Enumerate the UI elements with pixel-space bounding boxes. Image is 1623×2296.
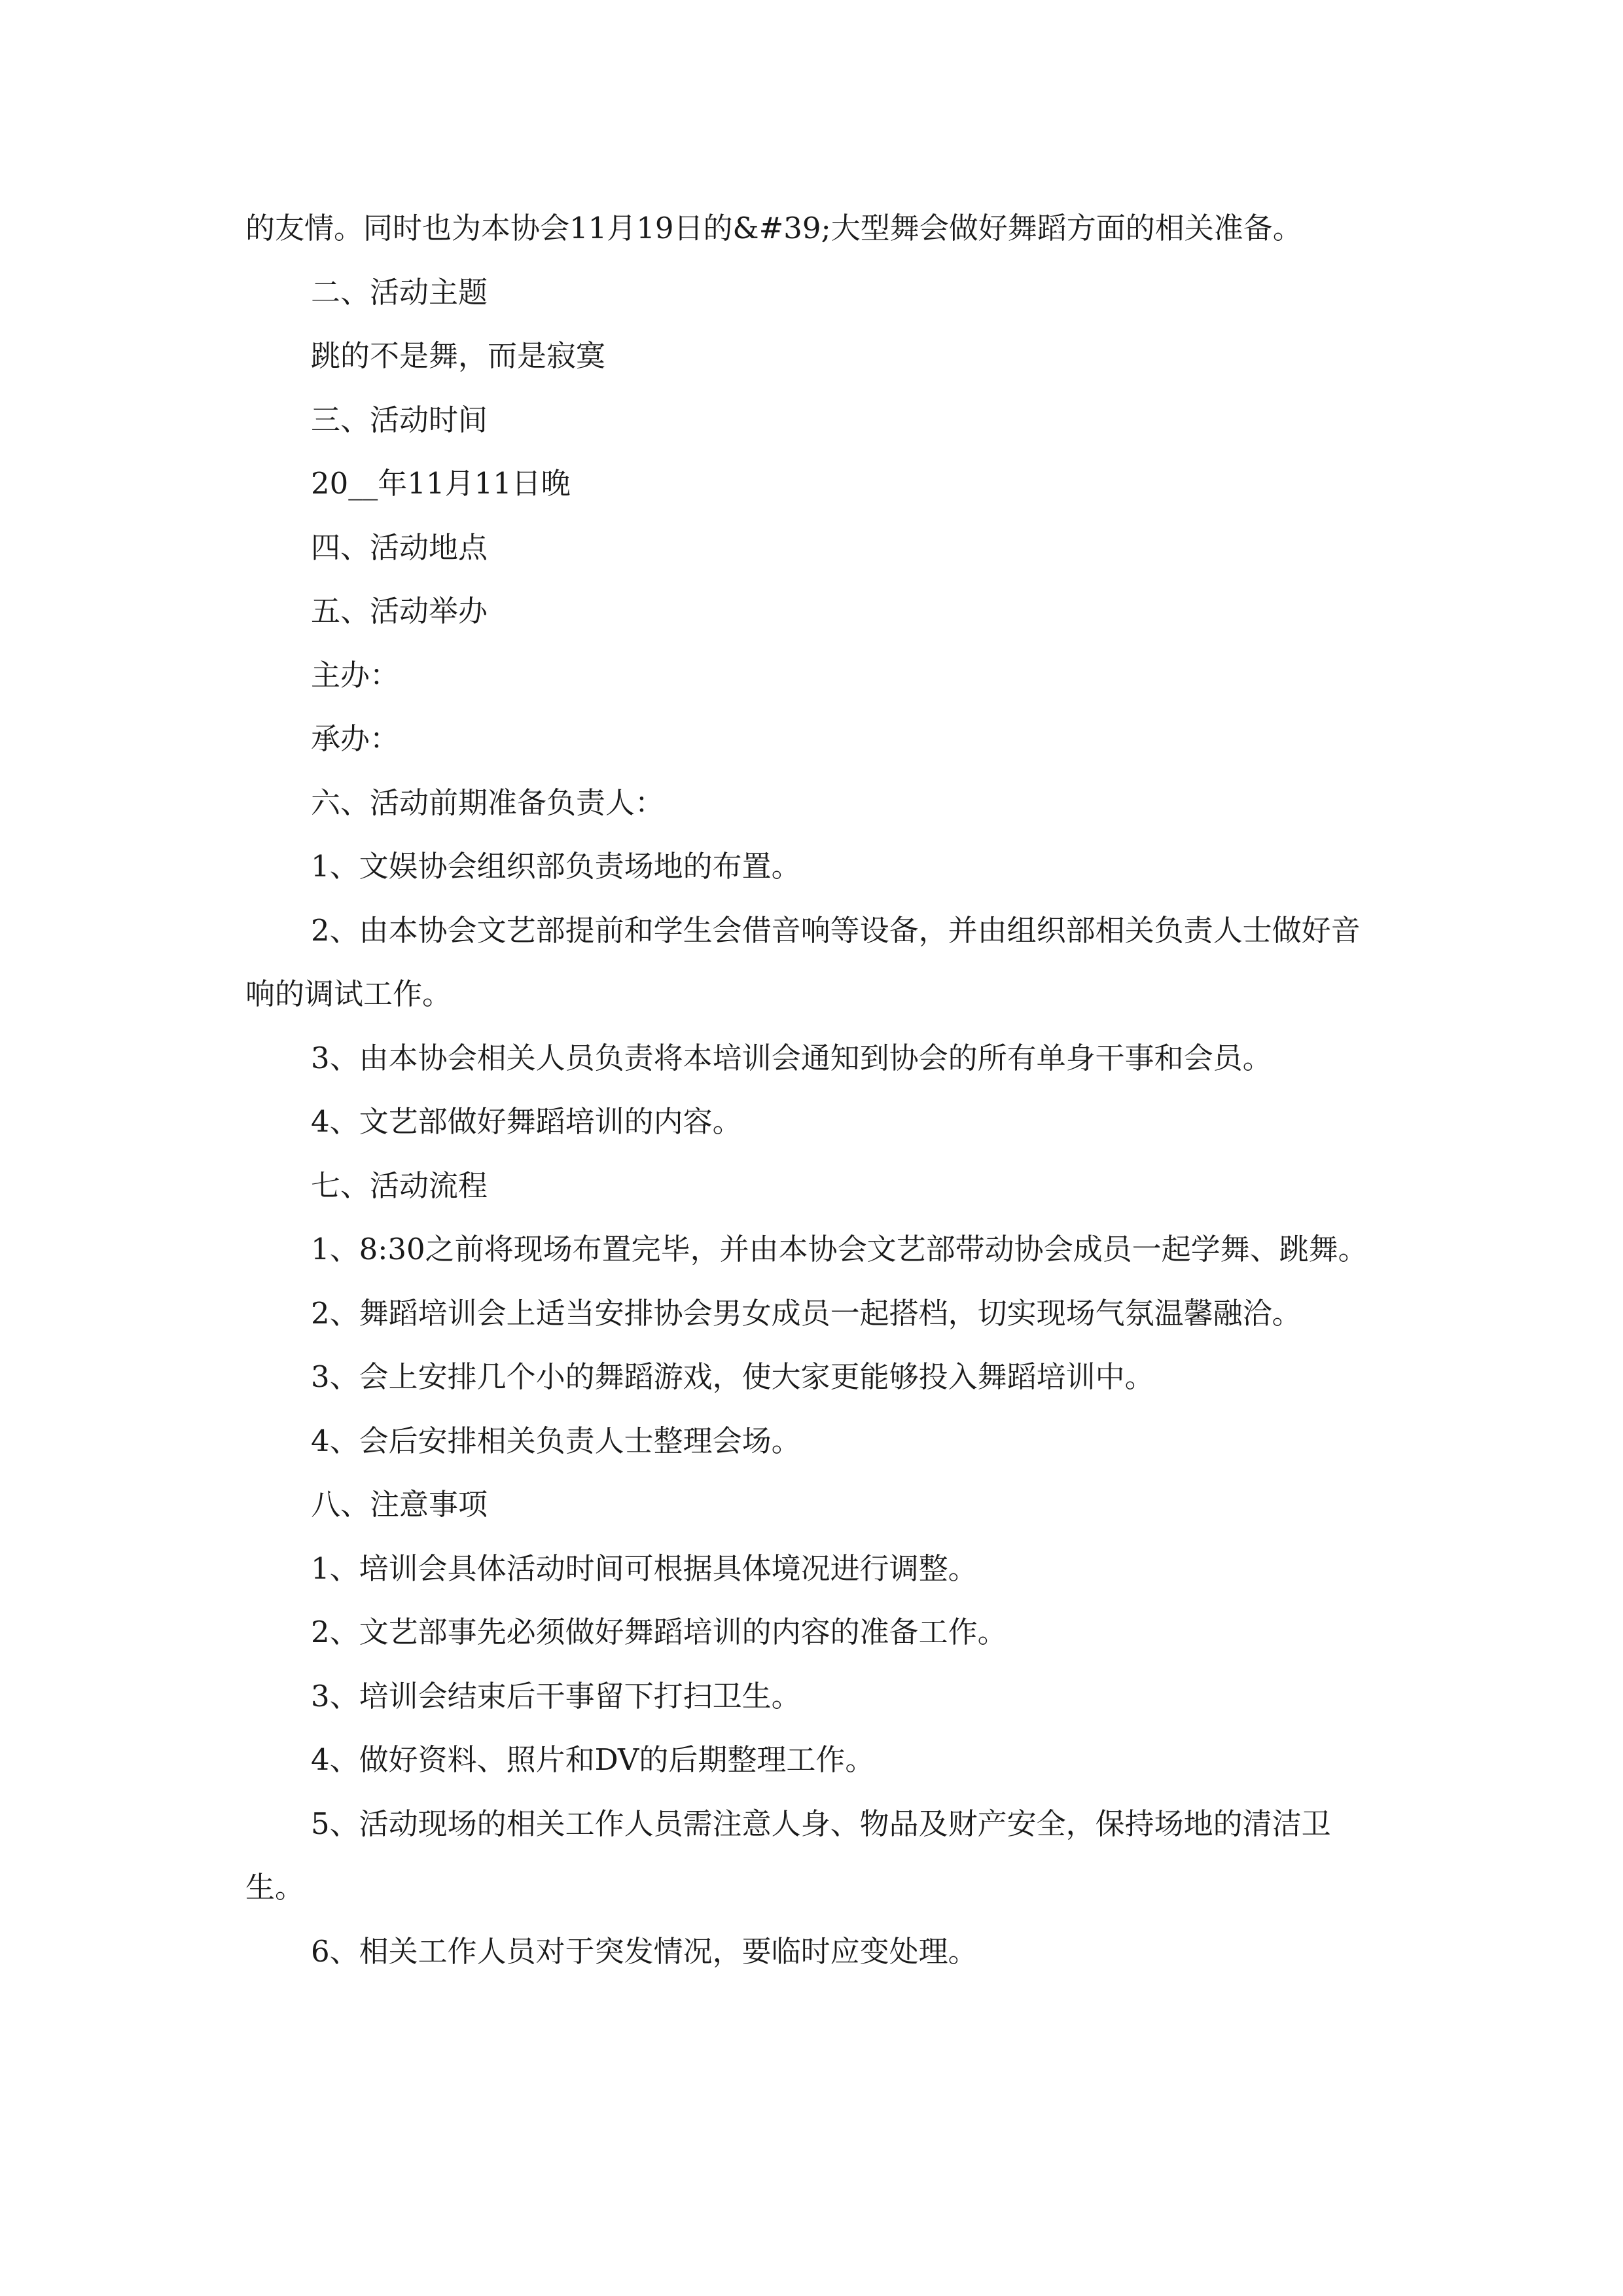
heading-activity-location: 四、活动地点 <box>311 529 488 565</box>
list-item-notes-3: 3、培训会结束后干事留下打扫卫生。 <box>311 1678 801 1713</box>
heading-activity-process: 七、活动流程 <box>311 1168 488 1203</box>
list-item-preparation-2: 2、由本协会文艺部提前和学生会借音响等设备，并由组织部相关负责人士做好音响的调试工作。 <box>245 912 1361 1011</box>
list-item-preparation-1: 1、文娱协会组织部负责场地的布置。 <box>311 849 801 884</box>
list-item-preparation-3: 3、由本协会相关人员负责将本培训会通知到协会的所有单身干事和会员。 <box>311 1040 1272 1075</box>
paragraph-time: 20__年11月11日晚 <box>311 466 571 501</box>
list-item-notes-5: 5、活动现场的相关工作人员需注意人身、物品及财产安全，保持场地的清洁卫生。 <box>245 1806 1331 1905</box>
paragraph-host: 主办： <box>311 657 400 692</box>
list-item-process-4: 4、会后安排相关负责人士整理会场。 <box>311 1423 801 1458</box>
list-item-notes-4: 4、做好资料、照片和DV的后期整理工作。 <box>311 1742 875 1777</box>
list-item-preparation-4: 4、文艺部做好舞蹈培训的内容。 <box>311 1104 742 1139</box>
list-item-process-2: 2、舞蹈培训会上适当安排协会男女成员一起搭档，切实现场气氛温馨融洽。 <box>311 1295 1302 1331</box>
list-item-notes-2: 2、文艺部事先必须做好舞蹈培训的内容的准备工作。 <box>311 1615 1007 1649</box>
list-item-notes-6: 6、相关工作人员对于突发情况，要临时应变处理。 <box>311 1933 978 1969</box>
heading-activity-theme: 二、活动主题 <box>311 274 488 310</box>
list-item-process-1: 1、8:30之前将现场布置完毕，并由本协会文艺部带动协会成员一起学舞、跳舞。 <box>311 1232 1368 1266</box>
list-item-notes-1: 1、培训会具体活动时间可根据具体境况进行调整。 <box>311 1551 978 1586</box>
document-body <box>245 196 1378 1983</box>
heading-preparation: 六、活动前期准备负责人： <box>311 785 665 820</box>
paragraph-intro-continuation: 的友情。同时也为本协会11月19日的&#39;大型舞会做好舞蹈方面的相关准备。 <box>245 211 1302 245</box>
paragraph-theme: 跳的不是舞，而是寂寞 <box>311 338 606 373</box>
heading-activity-organizer: 五、活动举办 <box>311 594 488 628</box>
list-item-process-3: 3、会上安排几个小的舞蹈游戏，使大家更能够投入舞蹈培训中。 <box>311 1359 1154 1394</box>
heading-activity-time: 三、活动时间 <box>311 402 488 437</box>
paragraph-undertaker: 承办： <box>311 721 400 756</box>
heading-notes: 八、注意事项 <box>311 1487 488 1522</box>
